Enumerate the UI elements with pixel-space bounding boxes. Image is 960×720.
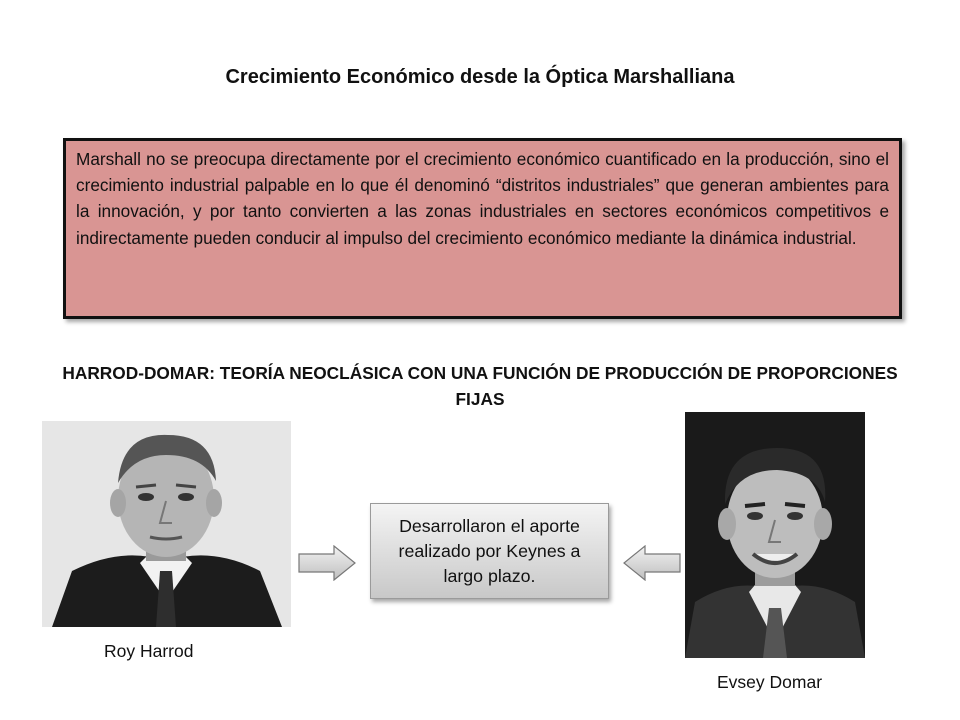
slide-title: Crecimiento Económico desde la Óptica Marshalliana <box>225 66 735 88</box>
roy-harrod-photo <box>42 421 291 627</box>
arrow-right-icon <box>298 545 356 581</box>
harrod-domar-heading: HARROD-DOMAR: TEORÍA NEOCLÁSICA CON UNA FUNCIÓN DE PRODUCCIÓN DE PROPORCIONES FIJAS <box>62 363 898 409</box>
harrod-domar-summary-box <box>370 503 609 599</box>
evsey-domar-caption: Evsey Domar <box>717 672 823 692</box>
arrow-left-icon <box>623 545 681 581</box>
evsey-domar-photo <box>685 412 865 658</box>
summary-text: Desarrollaron el aporte realizado por Keynes a largo plazo. <box>398 515 581 586</box>
roy-harrod-caption: Roy Harrod <box>104 641 194 661</box>
marshall-quote-box: Marshall no se preocupa directamente por el crecimiento económico cuantificado en la producción, sino el crecimiento industrial palpable en lo que él denominó “distritos industriales” que generan ambientes para la innovación, y por tanto convierten a las zonas industriales en sectores económicos competitivos e indirectamente pueden conducir al impulso del crecimiento económico mediante la dinámica industrial. <box>63 138 902 319</box>
